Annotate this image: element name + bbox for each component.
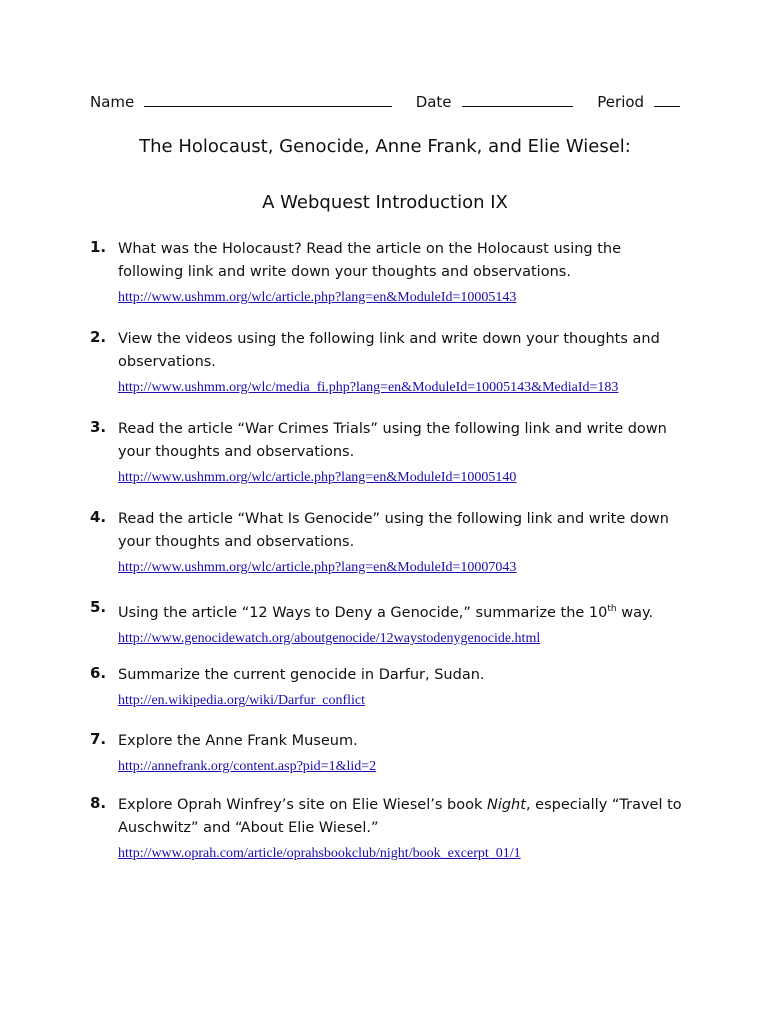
item-text: What was the Holocaust? Read the article on the Holocaust using the following link and write down your thoughts and observations. [118, 241, 622, 280]
list-item [90, 794, 690, 865]
item-text-end: , especially “Travel to Auschwitz” and “About Elie Wiesel.” [118, 797, 682, 836]
item-number: 7. [90, 730, 107, 748]
item-link[interactable]: http://www.genocidewatch.org/aboutgenocide/12waystodenygenocide.html [118, 630, 541, 646]
item-text-end: way. [616, 604, 654, 621]
item-link[interactable]: http://www.oprah.com/article/oprahsbookclub/night/book_excerpt_01/1 [118, 846, 521, 861]
item-number: 5. [90, 598, 107, 616]
item-text: Read the article “War Crimes Trials” using the following link and write down your thoughts and observations. [118, 421, 667, 460]
ordinal-suffix: th [607, 604, 617, 614]
item-link[interactable]: http://www.ushmm.org/wlc/article.php?lang=en&ModuleId=10005143 [118, 290, 517, 305]
period-blank [654, 92, 680, 107]
list-item [90, 598, 690, 650]
page-title: The Holocaust, Genocide, Anne Frank, and Elie Wiesel: [139, 136, 631, 157]
list-item [90, 418, 690, 489]
period-label: Period [597, 93, 645, 111]
book-title: Night [486, 797, 526, 813]
item-text: View the videos using the following link and write down your thoughts and observations. [118, 331, 660, 370]
item-link[interactable]: http://annefrank.org/content.asp?pid=1&lid=2 [118, 759, 377, 774]
item-link[interactable]: http://www.ushmm.org/wlc/article.php?lang=en&ModuleId=10005140 [118, 470, 517, 485]
item-link[interactable]: http://www.ushmm.org/wlc/media_fi.php?lang=en&ModuleId=10005143&MediaId=183 [118, 380, 619, 395]
list-item [90, 664, 690, 712]
item-text-start: Explore Oprah Winfrey’s site on Elie Wiesel’s book [118, 797, 487, 813]
item-number: 4. [90, 508, 107, 526]
item-number: 3. [90, 418, 107, 436]
list-item [90, 328, 690, 399]
item-text-start: Using the article “12 Ways to Deny a Genocide,” summarize the 10 [118, 604, 608, 621]
item-link[interactable]: http://en.wikipedia.org/wiki/Darfur_conflict [118, 693, 366, 708]
name-label: Name [90, 93, 135, 111]
item-number: 8. [90, 794, 107, 812]
item-text: Read the article “What Is Genocide” using the following link and write down your thoughts and observations. [118, 511, 669, 550]
item-number: 6. [90, 664, 107, 682]
header-fields [90, 92, 680, 111]
item-text: Explore the Anne Frank Museum. [118, 733, 358, 749]
item-number: 1. [90, 238, 107, 256]
name-blank [144, 92, 391, 107]
list-item [90, 238, 690, 309]
date-blank [462, 92, 574, 107]
item-link[interactable]: http://www.ushmm.org/wlc/article.php?lang=en&ModuleId=10007043 [118, 560, 517, 575]
page-subtitle: A Webquest Introduction IX [262, 192, 508, 213]
item-text: Summarize the current genocide in Darfur, Sudan. [118, 667, 485, 683]
date-label: Date [415, 93, 452, 111]
list-item [90, 730, 690, 778]
item-number: 2. [90, 328, 107, 346]
list-item [90, 508, 690, 579]
